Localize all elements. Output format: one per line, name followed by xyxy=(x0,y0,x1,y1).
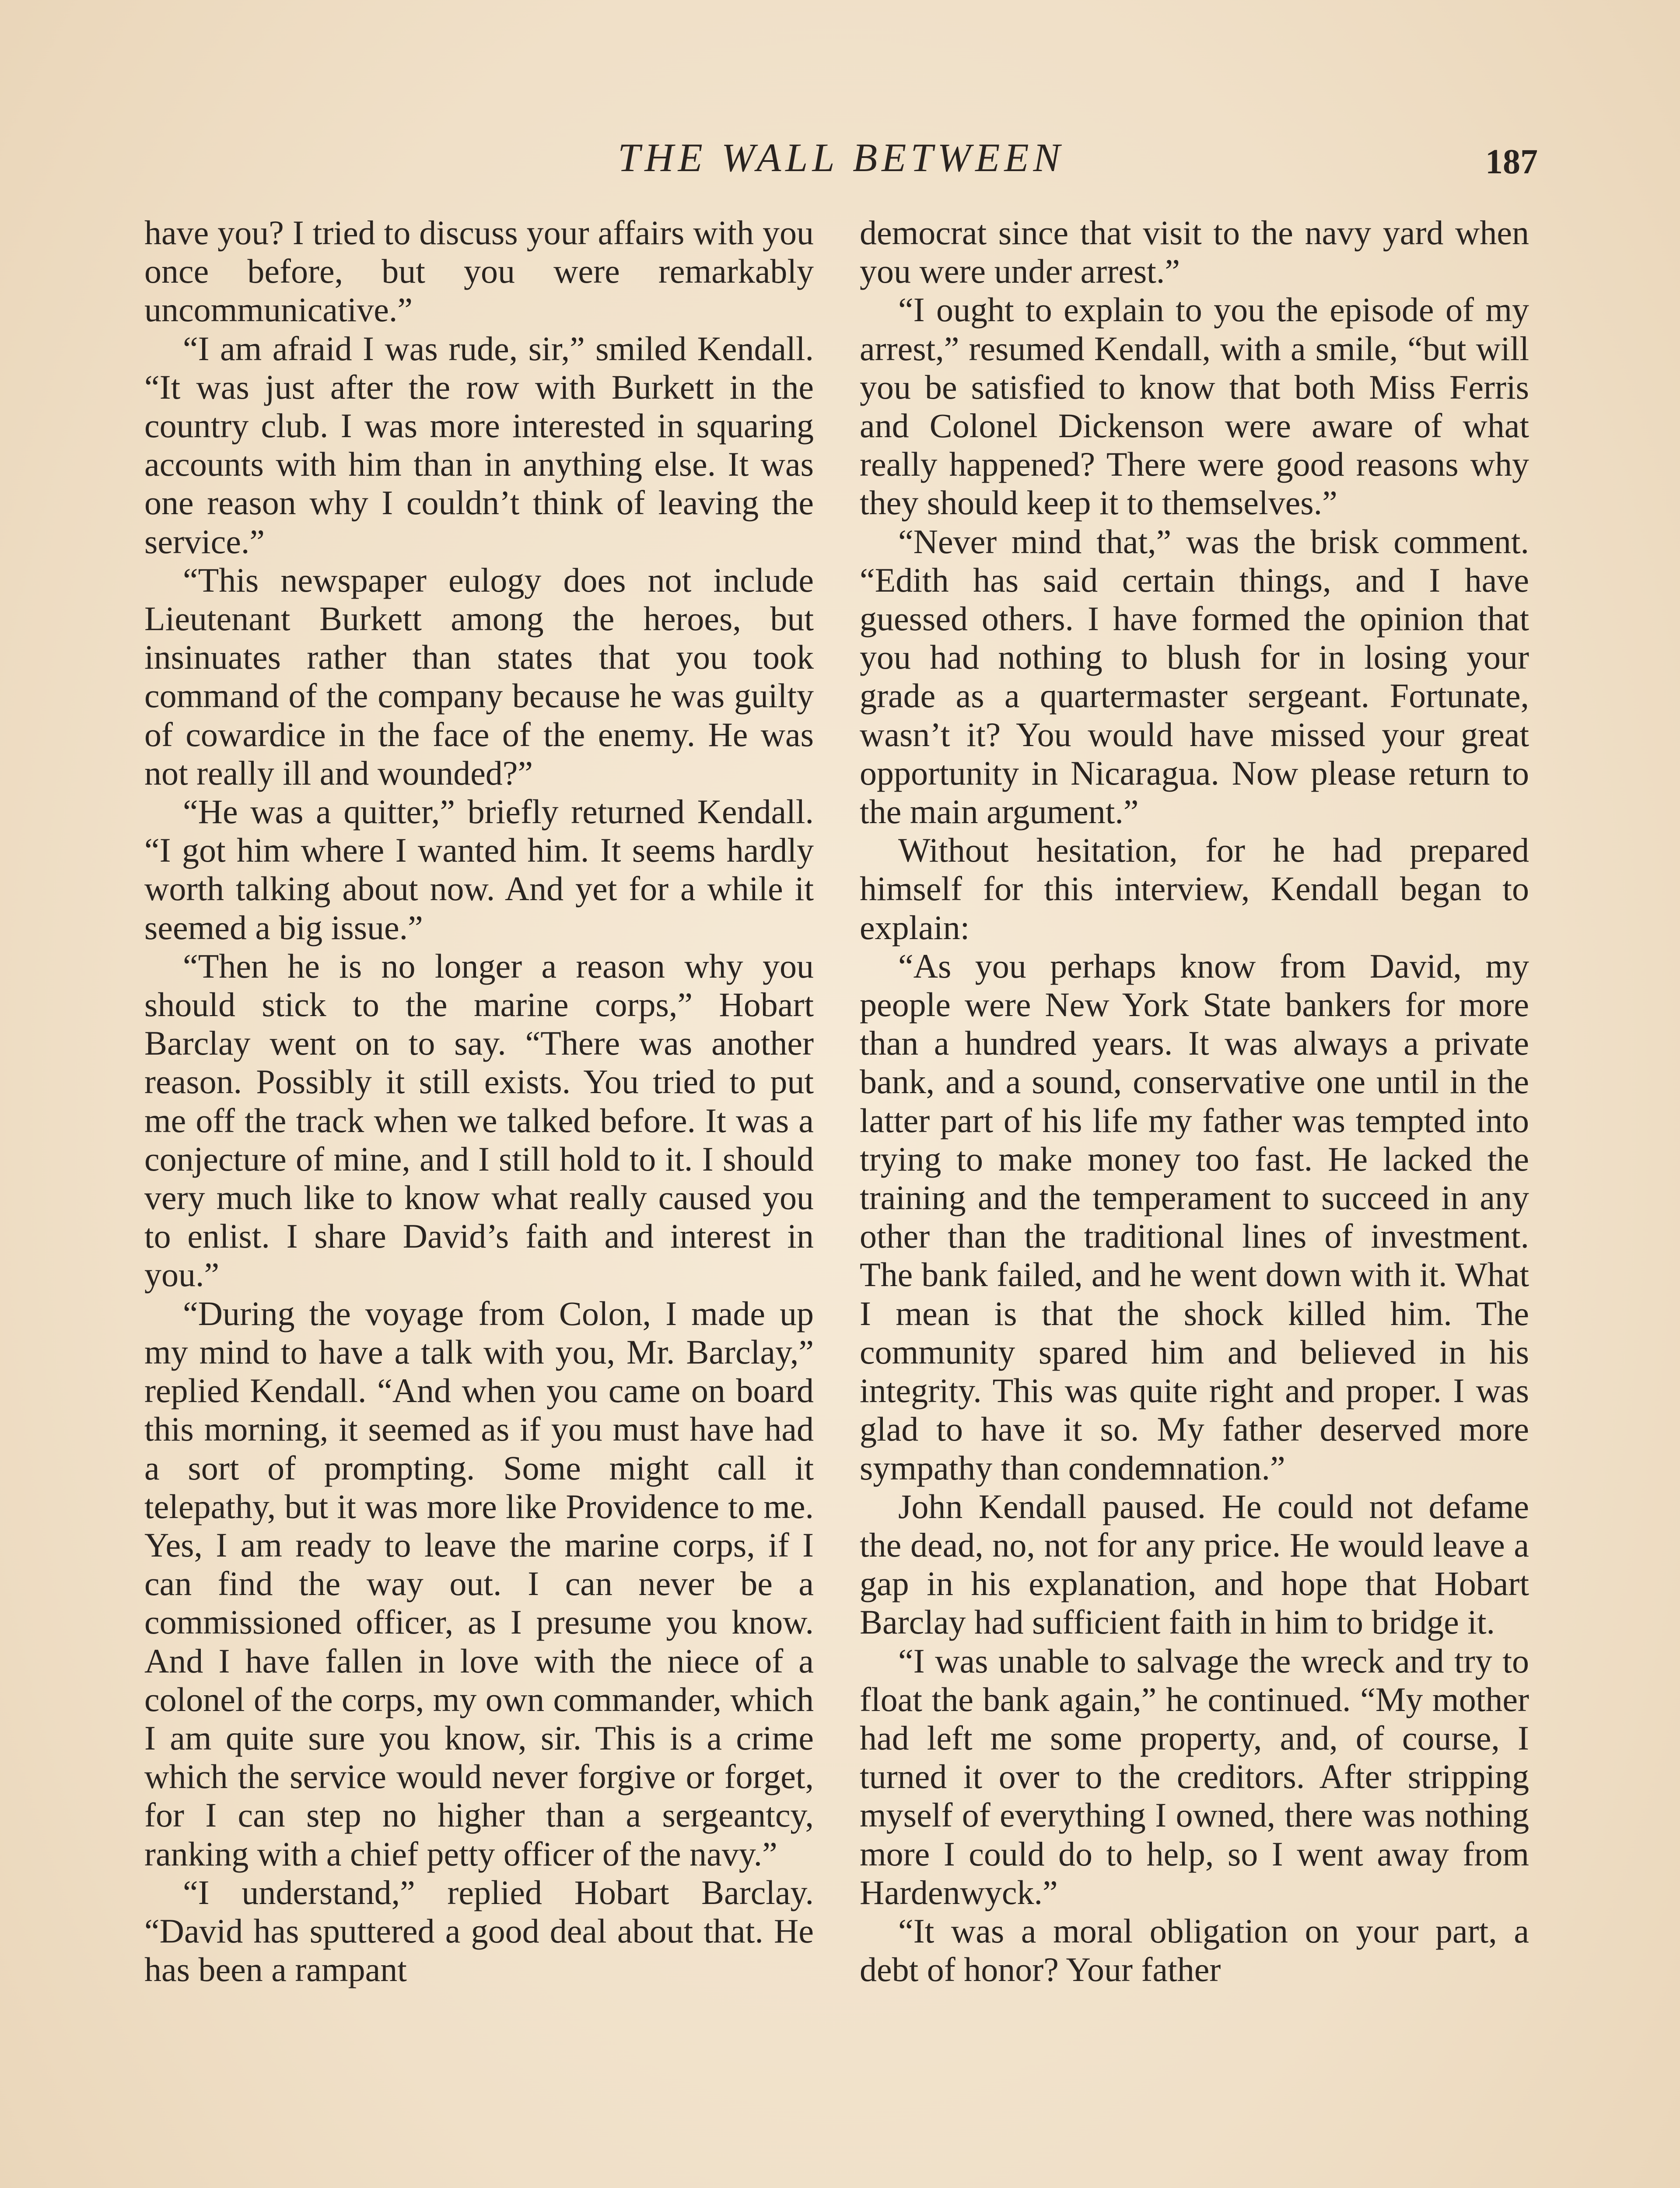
page-number: 187 xyxy=(1485,143,1538,181)
paragraph: John Kendall paused. He could not defame the dead, no, not for any price. He would leave a gap in his explanation, and hope that Hobart Barclay had sufficient faith in him to bridge it. xyxy=(860,1487,1529,1641)
paragraph: democrat since that visit to the navy yard when you were under arrest.” xyxy=(860,214,1529,291)
running-title: THE WALL BETWEEN xyxy=(618,135,1064,180)
paragraph: Without hesitation, for he had prepared himself for this interview, Kendall began to explain: xyxy=(860,831,1529,947)
paragraph: “It was a moral obligation on your part, a debt of honor? Your father xyxy=(860,1911,1529,1989)
paragraph: “Then he is no longer a reason why you should stick to the marine corps,” Hobart Barclay went on to say. “There was another reason. Possibly it still exists. You tried to put me off the track when we talked before. It was a conjecture of mine, and I still hold to it. I should very much like to know what really caused you to enlist. I share David’s faith and interest in you.” xyxy=(144,947,814,1294)
right-column xyxy=(860,214,1529,1989)
paragraph: have you? I tried to discuss your affairs with you once before, but you were remarkably uncommunicative.” xyxy=(144,214,814,329)
paragraph: “He was a quitter,” briefly returned Kendall. “I got him where I wanted him. It seems hardly worth talking about now. And yet for a while it seemed a big issue.” xyxy=(144,792,814,947)
page-header xyxy=(144,131,1538,188)
left-column xyxy=(144,214,814,1989)
paragraph: “This newspaper eulogy does not include Lieutenant Burkett among the heroes, but insinuates rather than states that you took command of the company because he was guilty of cowardice in the face of the enemy. He was not really ill and wounded?” xyxy=(144,561,814,792)
paragraph: “I ought to explain to you the episode of my arrest,” resumed Kendall, with a smile, “but will you be satisfied to know that both Miss Ferris and Colonel Dickenson were aware of what really happened? There were good reasons why they should keep it to themselves.” xyxy=(860,291,1529,522)
paragraph: “I was unable to salvage the wreck and try to float the bank again,” he continued. “My mother had left me some property, and, of course, I turned it over to the creditors. After stripping myself of everything I owned, there was nothing more I could do to help, so I went away from Hardenwyck.” xyxy=(860,1641,1529,1911)
paragraph: “Never mind that,” was the brisk comment. “Edith has said certain things, and I have guessed others. I have formed the opinion that you had nothing to blush for in losing your grade as a quartermaster sergeant. Fortunate, wasn’t it? You would have missed your great opportunity in Nicaragua. Now please return to the main argument.” xyxy=(860,522,1529,831)
paragraph: “I am afraid I was rude, sir,” smiled Kendall. “It was just after the row with Burkett in the country club. I was more interested in squaring accounts with him than in anything else. It was one reason why I couldn’t think of leaving the service.” xyxy=(144,329,814,561)
paragraph: “I understand,” replied Hobart Barclay. “David has sputtered a good deal about that. He has been a rampant xyxy=(144,1873,814,1989)
paragraph: “During the voyage from Colon, I made up my mind to have a talk with you, Mr. Barclay,” replied Kendall. “And when you came on board this morning, it seemed as if you must have had a sort of prompting. Some might call it telepathy, but it was more like Providence to me. Yes, I am ready to leave the marine corps, if I can find the way out. I can never be a commissioned officer, as I presume you know. And I have fallen in love with the niece of a colonel of the corps, my own commander, which I am quite sure you know, sir. This is a crime which the service would never forgive or forget, for I can step no higher than a sergeantcy, ranking with a chief petty officer of the navy.” xyxy=(144,1294,814,1873)
paragraph: “As you perhaps know from David, my people were New York State bankers for more than a hundred years. It was always a private bank, and a sound, conservative one until in the latter part of his life my father was tempted into trying to make money too fast. He lacked the training and the temperament to succeed in any other than the traditional lines of investment. The bank failed, and he went down with it. What I mean is that the shock killed him. The community spared him and believed in his integrity. This was quite right and proper. I was glad to have it so. My father deserved more sympathy than condemnation.” xyxy=(860,947,1529,1487)
